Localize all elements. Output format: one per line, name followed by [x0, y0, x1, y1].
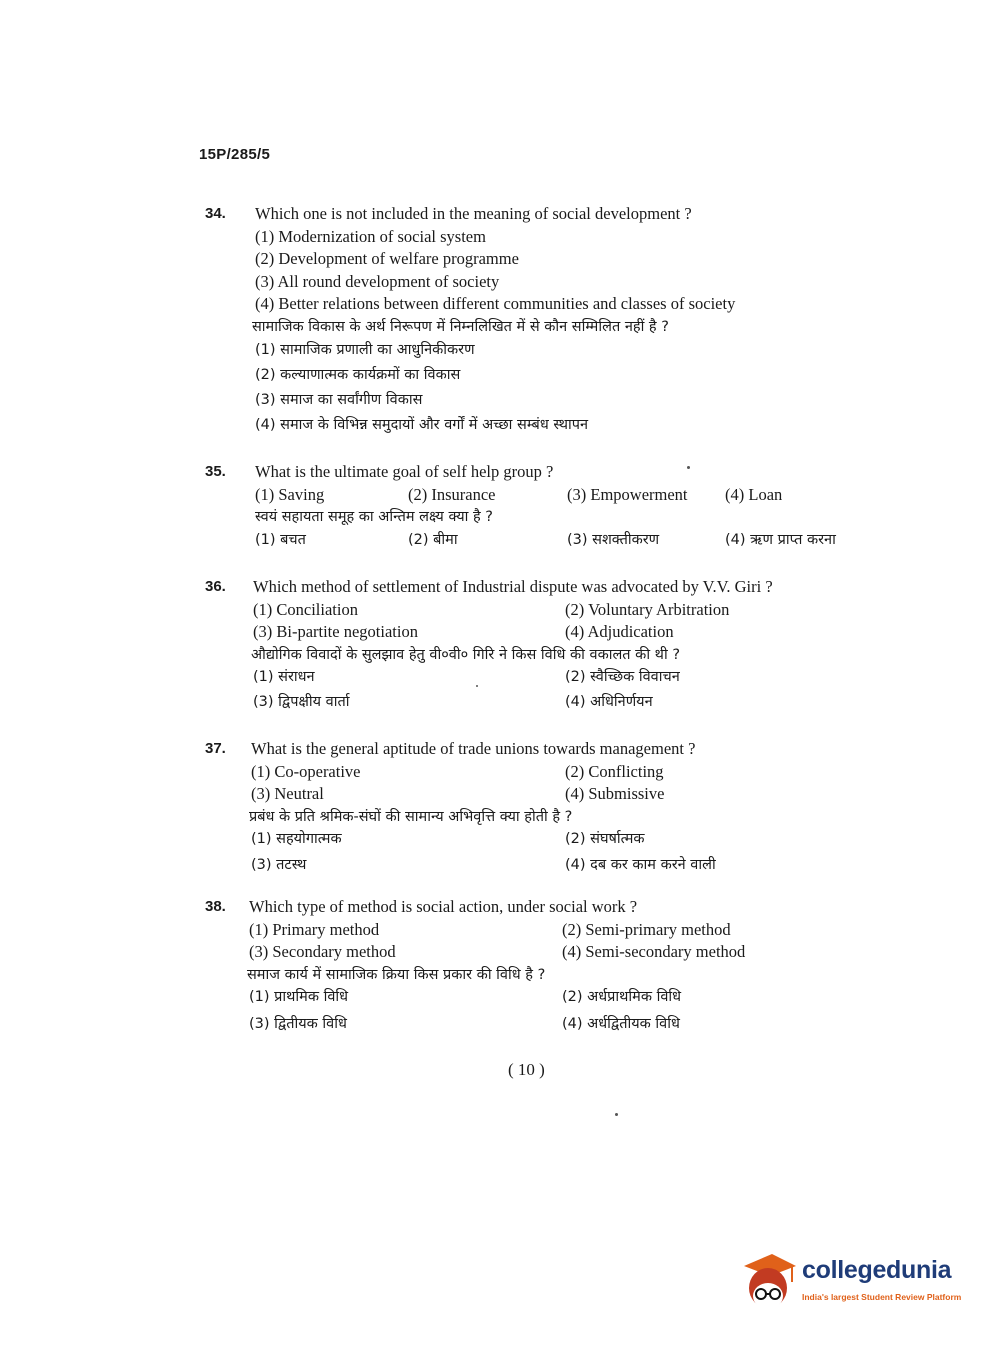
question-number: 35. — [205, 463, 226, 480]
option-en: (4) Adjudication — [565, 622, 674, 642]
brand-tagline: India's largest Student Review Platform — [802, 1292, 962, 1302]
option-hi: (1) बचत — [255, 531, 306, 548]
scan-speck — [476, 685, 478, 687]
option-hi: (3) समाज का सर्वांगीण विकास — [255, 391, 423, 408]
question-number: 38. — [205, 898, 226, 915]
option-en: (2) Development of welfare programme — [255, 249, 519, 269]
question-text-hi: स्वयं सहायता समूह का अन्तिम लक्ष्य क्या है ? — [255, 509, 493, 526]
option-hi: (3) द्विपक्षीय वार्ता — [253, 694, 350, 711]
option-en: (1) Modernization of social system — [255, 226, 486, 246]
option-hi: (3) तटस्थ — [251, 857, 307, 874]
option-en: (3) Bi-partite negotiation — [253, 622, 418, 642]
option-en: (4) Loan — [725, 484, 783, 504]
question-38 — [205, 896, 875, 1040]
question-number: 36. — [205, 578, 226, 595]
option-hi: (3) सशक्तीकरण — [567, 531, 660, 548]
option-en: (4) Better relations between different communities and classes of society — [255, 294, 736, 314]
page-number: ( 10 ) — [508, 1060, 545, 1079]
option-en: (1) Primary method — [249, 919, 380, 939]
scan-speck — [615, 1113, 618, 1116]
scan-speck — [687, 466, 690, 469]
question-36 — [205, 576, 875, 716]
option-hi: (2) बीमा — [408, 531, 458, 548]
option-en: (1) Conciliation — [253, 599, 358, 619]
option-en: (3) All round development of society — [255, 271, 500, 291]
question-37 — [205, 738, 875, 880]
question-text-en: What is the ultimate goal of self help group ? — [255, 462, 554, 481]
option-en: (4) Submissive — [565, 784, 665, 804]
option-en: (2) Semi-primary method — [562, 919, 731, 939]
option-hi: (3) द्वितीयक विधि — [249, 1016, 347, 1033]
question-text-hi: औद्योगिक विवादों के सुलझाव हेतु वी०वी० गिरि ने किस विधि की वकालत की थी ? — [251, 646, 681, 663]
question-text-en: What is the general aptitude of trade unions towards management ? — [251, 739, 696, 758]
option-en: (4) Semi-secondary method — [562, 942, 746, 962]
option-hi: (1) सामाजिक प्रणाली का आधुनिकीकरण — [255, 341, 475, 358]
option-hi: (4) ऋण प्राप्त करना — [725, 531, 836, 548]
option-en: (1) Saving — [255, 484, 325, 504]
option-hi: (2) कल्याणात्मक कार्यक्रमों का विकास — [255, 366, 461, 383]
question-number: 37. — [205, 740, 226, 757]
question-text-en: Which type of method is social action, under social work ? — [249, 897, 638, 916]
option-hi: (1) सहयोगात्मक — [251, 831, 342, 848]
paper-code: 15P/285/5 — [199, 146, 271, 163]
mascot-icon — [742, 1248, 798, 1314]
option-en: (2) Insurance — [408, 484, 496, 504]
question-text-en: Which method of settlement of Industrial dispute was advocated by V.V. Giri ? — [253, 577, 773, 596]
question-text-en: Which one is not included in the meaning of social development ? — [255, 204, 692, 223]
option-hi: (1) प्राथमिक विधि — [249, 989, 349, 1006]
question-text-hi: सामाजिक विकास के अर्थ निरूपण में निम्नलिखित में से कौन सम्मिलित नहीं है ? — [252, 318, 669, 335]
option-hi: (2) स्वैच्छिक विवाचन — [565, 669, 680, 686]
question-text-hi: समाज कार्य में सामाजिक क्रिया किस प्रकार की विधि है ? — [247, 966, 546, 983]
option-en: (2) Conflicting — [565, 761, 664, 781]
option-hi: (4) अधिनिर्णयन — [565, 694, 653, 711]
collegedunia-logo — [742, 1248, 974, 1314]
option-hi: (4) अर्धद्वितीयक विधि — [562, 1016, 680, 1033]
question-35 — [205, 461, 875, 555]
option-en: (3) Empowerment — [567, 484, 688, 504]
question-34 — [205, 203, 875, 439]
option-hi: (2) अर्धप्राथमिक विधि — [562, 989, 682, 1006]
brand-name: collegedunia — [802, 1256, 952, 1284]
option-hi: (4) समाज के विभिन्न समुदायों और वर्गों में अच्छा सम्बंध स्थापन — [255, 416, 588, 433]
option-en: (2) Voluntary Arbitration — [565, 599, 730, 619]
question-number: 34. — [205, 205, 226, 222]
option-hi: (1) संराधन — [253, 669, 315, 686]
option-hi: (4) दब कर काम करने वाली — [565, 857, 716, 874]
option-en: (3) Secondary method — [249, 942, 396, 962]
option-hi: (2) संघर्षात्मक — [565, 831, 645, 848]
question-text-hi: प्रबंध के प्रति श्रमिक-संघों की सामान्य अभिवृत्ति क्या होती है ? — [249, 808, 573, 825]
option-en: (1) Co-operative — [251, 761, 361, 781]
option-en: (3) Neutral — [251, 784, 324, 804]
